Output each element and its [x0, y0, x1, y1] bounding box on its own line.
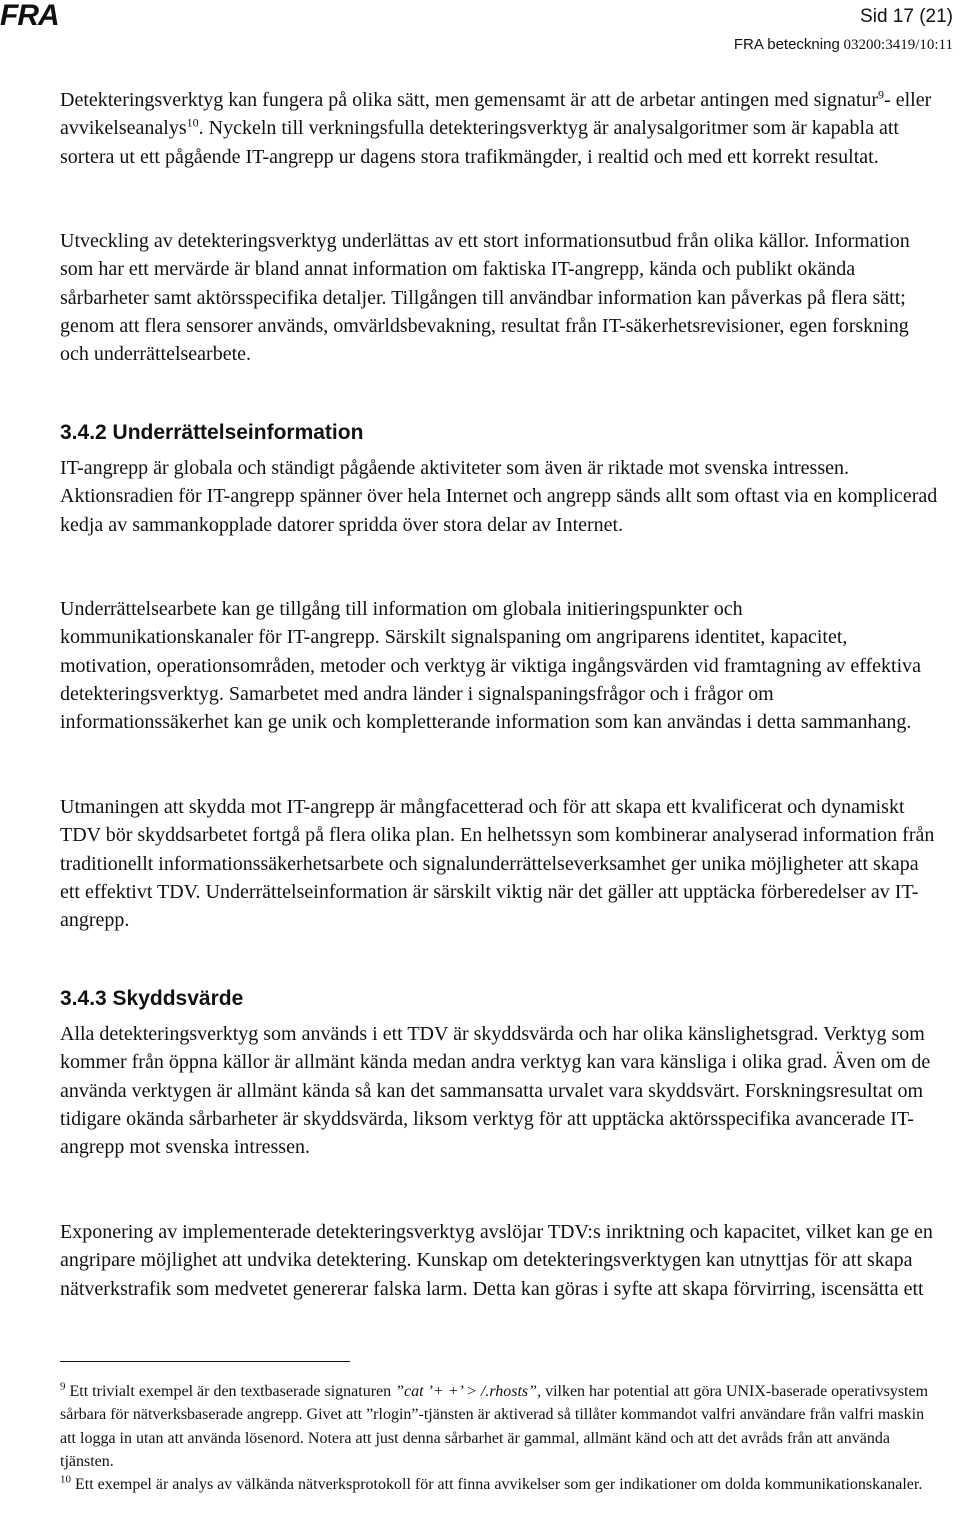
footnote-divider [60, 1361, 350, 1362]
paragraph-text: Detekteringsverktyg kan fungera på olika sätt, men gemensamt är att de arbetar antingen med signatur [60, 89, 879, 111]
paragraph-protection-value: Alla detekteringsverktyg som används i ett TDV är skyddsvärda och har olika känslighetsgrad. Verktyg som kommer från öppna källor är allmänt kända medan andra verktyg kan vara känsliga i olika grad. Även om de använda verktygen är allmänt kända så kan det sammansatta urvalet vara skyddsvärt. Forskningsresultat om tidigare okända sårbarheter är skyddsvärda, liksom verktyg för att upptäcka aktörsspecifika avancerade IT-angrepp mot svenska intressen. [60, 1023, 931, 1159]
footnote-number: 10 [60, 1473, 71, 1486]
section-heading-3-4-2: 3.4.2 Underrättelseinformation [60, 421, 364, 444]
paragraph-text: . Nyckeln till verkningsfulla detekteringsverktyg är analysalgoritmer som är kapabla att sortera ut ett pågående IT-angrepp ur dagens stora trafikmängder, i realtid och med ett korrekt resultat. [60, 117, 899, 168]
document-reference [734, 36, 953, 54]
paragraph-intelligence-work: Underrättelsearbete kan ge tillgång till information om globala initieringspunkter och kommunikationskanaler för IT-angrepp. Särskilt signalspaning om angriparens identitet, kapacitet, motivation, operationsområden, metoder och verktyg är viktiga ingångsvärden vid framtagning av effektiva detekteringsverktyg. Samarbetet med andra länder i signalspaningsfrågor och i frågor om informationssäkerhet kan ge unik och kompletterande information som kan användas i detta sammanhang. [60, 598, 922, 734]
footnote-number: 9 [60, 1380, 66, 1393]
footnote-code: ”cat ’+ +’ > /.rhosts” [395, 1383, 538, 1400]
footnote-ref-9[interactable]: 9 [878, 87, 885, 102]
footnote-text: Ett exempel är analys av välkända nätverksprotokoll för att finna avvikelser som ger indikationer om dolda kommunikationskanaler. [71, 1476, 923, 1493]
section-heading-3-4-3: 3.4.3 Skyddsvärde [60, 987, 244, 1010]
paragraph-global-attacks: IT-angrepp är globala och ständigt pågående aktiviteter som även är riktade mot svenska intressen. Aktionsradien för IT-angrepp spänner över hela Internet och angrepp sänds allt som oftast via en komplicerad kedja av sammankopplade datorer spridda över stora delar av Internet. [60, 457, 938, 536]
fra-logo: FRA [0, 0, 59, 32]
footnote-text: Ett trivialt exempel är den textbaserade signaturen [65, 1383, 396, 1400]
footnote-10 [60, 1473, 940, 1496]
footnote-ref-10[interactable]: 10 [186, 115, 199, 130]
reference-value: 03200:3419/10:11 [843, 37, 953, 53]
footnote-9 [60, 1380, 940, 1474]
paragraph-detection-methods [60, 86, 940, 171]
paragraph-challenge: Utmaningen att skydda mot IT-angrepp är mångfacetterad och för att skapa ett kvalificerat och dynamiskt TDV bör skyddsarbetet fortgå på flera olika plan. En helhetssyn som kombinerar analyserad information från traditionellt informationssäkerhetsarbete och signalunderrättelseverksamhet ger unika möjligheter att skapa ett effektivt TDV. Underrättelseinformation är särskilt viktig när det gäller att upptäcka förberedelser av IT-angrepp. [60, 796, 935, 932]
paragraph-exposure: Exponering av implementerade detekteringsverktyg avslöjar TDV:s inriktning och kapacitet, vilket kan ge en angripare möjlighet att undvika detektering. Kunskap om detekteringsverktygen kan utnyttjas för att skapa nätverkstrafik som medvetet genererar falska larm. Detta kan göras i syfte att skapa förvirring, iscensätta ett [60, 1221, 933, 1300]
paragraph-information-sources: Utveckling av detekteringsverktyg underlättas av ett stort informationsutbud från olika källor. Information som har ett mervärde är bland annat information om faktiska IT-angrepp, kända och publikt okända sårbarheter samt aktörsspecifika detaljer. Tillgången till användbar information kan påverkas på flera sätt; genom att flera sensorer används, omvärldsbevakning, resultat från IT-säkerhetsrevisioner, egen forskning och underrättelsearbete. [60, 230, 910, 366]
footnote-text: , vilken har potential att göra UNIX-baserade operativsystem sårbara för nätverksbaserade angrepp. Givet att ”rlogin”-tjänsten är aktiverad så tillåter kommandot valfri användare från valfri maskin att logga in utan att använda lösenord. Notera att just denna sårbarhet är gammal, allmänt känd och att det avråds från att använda tjänsten. [60, 1383, 929, 1471]
page-number: Sid 17 (21) [860, 6, 953, 27]
paragraph-text: - eller avvikelseanalys [60, 89, 932, 140]
reference-label: FRA beteckning [733, 36, 840, 53]
